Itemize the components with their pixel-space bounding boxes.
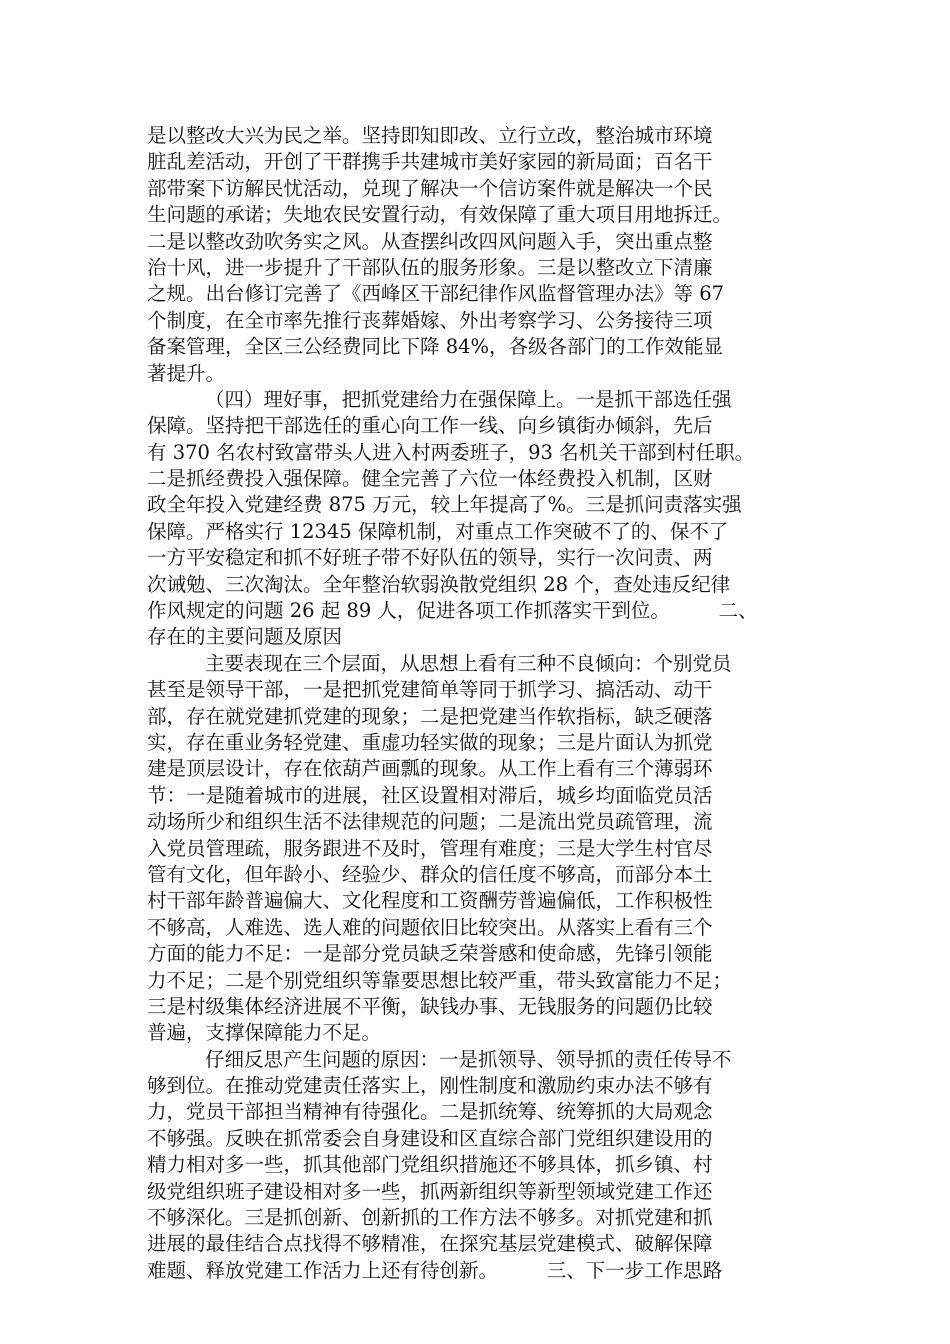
text-line: 级党组织班子建设相对多一些，抓两新组织等新型领域党建工作还 <box>147 1179 713 1203</box>
text-line: 有 370 名农村致富带头人进入村两委班子，93 名机关干部到村任职。 <box>147 440 755 464</box>
text-line: 备案管理，全区三公经费同比下降 84%，各级各部门的工作效能显 <box>147 335 724 359</box>
text-line: 入党员管理疏，服务跟进不及时，管理有难度；三是大学生村官尽 <box>147 836 713 860</box>
text-line: 部，存在就党建抓党建的现象；二是把党建当作软指标，缺乏硬落 <box>147 704 713 728</box>
text-line: 保障。坚持把干部选任的重心向工作一线、向乡镇街办倾斜，先后 <box>147 414 713 438</box>
text-line: 政全年投入党建经费 875 万元，较上年提高了%。三是抓问责落实强 <box>147 493 742 517</box>
text-line: 次诫勉、三次淘汰。全年整治软弱涣散党组织 28 个，查处违反纪律 <box>147 572 731 596</box>
text-line: 精力相对多一些，抓其他部门党组织措施还不够具体，抓乡镇、村 <box>147 1153 713 1177</box>
text-line: 是以整改大兴为民之举。坚持即知即改、立行立改，整治城市环境 <box>147 124 713 147</box>
text-line: 进展的最佳结合点找得不够精准，在探究基层党建模式、破解保障 <box>147 1232 713 1256</box>
text-line: 三是村级集体经济进展不平衡，缺钱办事、无钱服务的问题仍比较 <box>147 994 713 1018</box>
text-line: 甚至是领导干部，一是把抓党建简单等同于抓学习、搞活动、动干 <box>147 678 713 702</box>
text-line: 够到位。在推动党建责任落实上，刚性制度和激励约束办法不够有 <box>147 1074 713 1098</box>
paragraph-start-line: 主要表现在三个层面，从思想上看有三种不良倾向：个别党员 <box>205 651 732 675</box>
text-line: 不够强。反映在抓常委会自身建设和区直综合部门党组织建设用的 <box>147 1126 713 1150</box>
paragraph-start-line: （四）理好事，把抓党建给力在强保障上。一是抓干部选任强 <box>205 387 732 411</box>
text-line: 难题、释放党建工作活力上还有待创新。 三、下一步工作思路 <box>147 1258 723 1282</box>
text-line: 建是顶层设计，存在依葫芦画瓢的现象。从工作上看有三个薄弱环 <box>147 757 713 781</box>
text-line: 部带案下访解民忧活动，兑现了解决一个信访案件就是解决一个民 <box>147 176 713 200</box>
document-body <box>147 123 827 1284</box>
text-line: 之规。出台修订完善了《西峰区干部纪律作风监督管理办法》等 67 <box>147 282 725 306</box>
text-line: 生问题的承诺；失地农民安置行动，有效保障了重大项目用地拆迁。 <box>147 203 733 227</box>
text-line: 力，党员干部担当精神有待强化。二是抓统筹、统筹抓的大局观念 <box>147 1100 713 1124</box>
text-line: 二是以整改劲吹务实之风。从查摆纠改四风问题入手，突出重点整 <box>147 229 713 253</box>
text-line: 方面的能力不足：一是部分党员缺乏荣誉感和使命感，先锋引领能 <box>147 942 713 966</box>
text-line: 一方平安稳定和抓不好班子带不好队伍的领导，实行一次问责、两 <box>147 546 713 570</box>
text-line: 村干部年龄普遍偏大、文化程度和工资酬劳普遍偏低，工作积极性 <box>147 889 713 913</box>
text-line: 节：一是随着城市的进展，社区设置相对滞后，城乡均面临党员活 <box>147 783 713 807</box>
text-line: 力不足；二是个别党组织等靠要思想比较严重，带头致富能力不足； <box>147 968 733 992</box>
section-heading-line: 存在的主要问题及原因 <box>147 625 343 649</box>
text-line: 不够深化。三是抓创新、创新抓的工作方法不够多。对抓党建和抓 <box>147 1206 713 1230</box>
text-line: 个制度，在全市率先推行丧葬婚嫁、外出考察学习、公务接待三项 <box>147 308 713 332</box>
text-line: 普遍，支撑保障能力不足。 <box>147 1021 382 1045</box>
text-line: 脏乱差活动，开创了干群携手共建城市美好家园的新局面；百名干 <box>147 150 713 174</box>
text-line: 二是抓经费投入强保障。健全完善了六位一体经费投入机制，区财 <box>147 467 713 491</box>
text-line: 管有文化，但年龄小、经验少、群众的信任度不够高，而部分本土 <box>147 862 713 886</box>
text-line: 作风规定的问题 26 起 89 人，促进各项工作抓落实干到位。 二、 <box>147 599 758 623</box>
text-line: 实，存在重业务轻党建、重虚功轻实做的现象；三是片面认为抓党 <box>147 730 713 754</box>
text-line: 著提升。 <box>147 361 226 385</box>
paragraph-start-line: 仔细反思产生问题的原因：一是抓领导、领导抓的责任传导不 <box>205 1047 732 1071</box>
text-line: 保障。严格实行 12345 保障机制，对重点工作突破不了的、保不了 <box>147 519 729 543</box>
text-line: 不够高，人难选、选人难的问题依旧比较突出。从落实上看有三个 <box>147 915 713 939</box>
text-line: 治十风，进一步提升了干部队伍的服务形象。三是以整改立下清廉 <box>147 255 713 279</box>
text-line: 动场所少和组织生活不法律规范的问题；二是流出党员疏管理，流 <box>147 810 713 834</box>
